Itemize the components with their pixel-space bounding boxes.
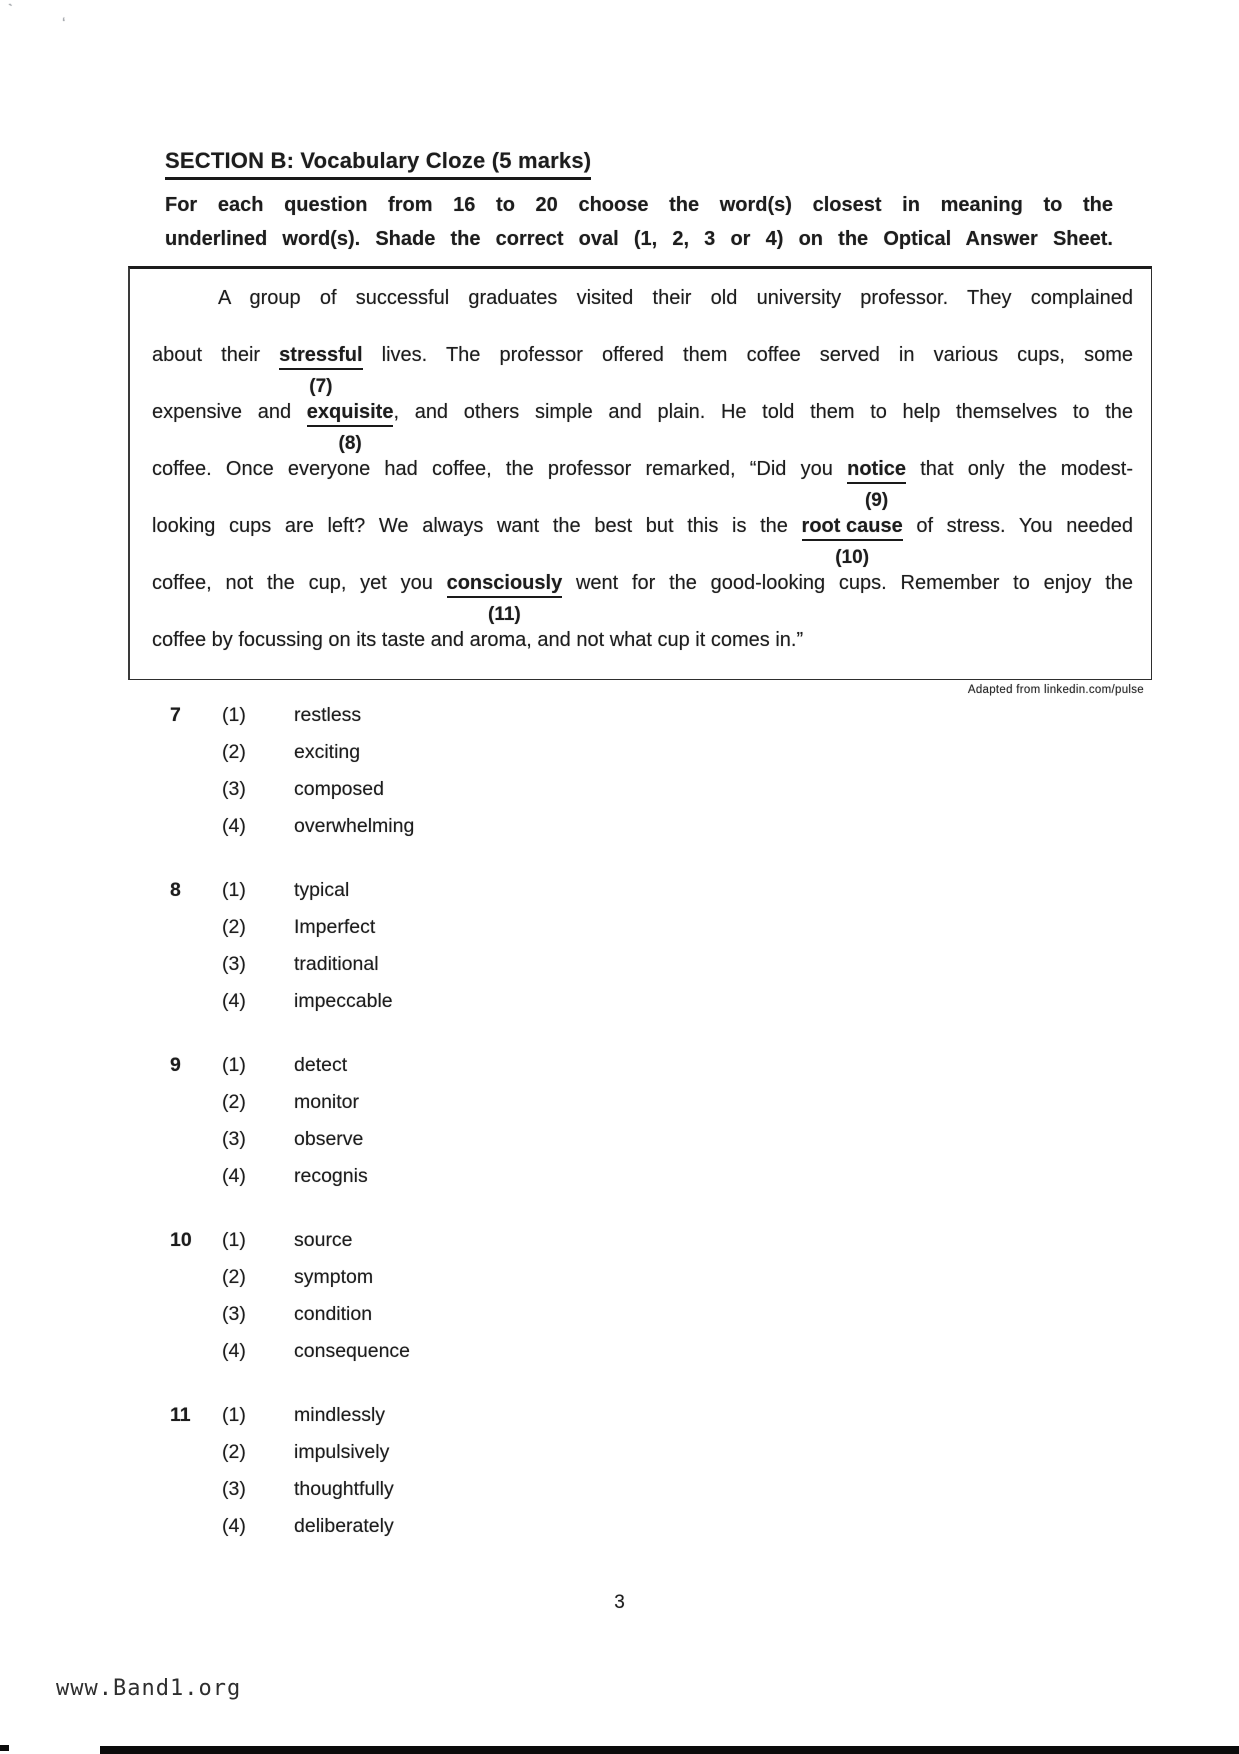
passage-text: expensive and bbox=[152, 401, 307, 423]
question-9 bbox=[170, 1054, 670, 1187]
option-text: composed bbox=[294, 778, 384, 800]
option-text: symptom bbox=[294, 1266, 374, 1288]
passage-line bbox=[152, 286, 1133, 343]
passage-text: looking cups are left? We always want the best but this is the bbox=[152, 515, 802, 537]
option-label: (4) bbox=[222, 815, 246, 837]
section-title: SECTION B: Vocabulary Cloze (5 marks) bbox=[165, 148, 591, 180]
question-number-spacer bbox=[170, 741, 222, 763]
passage-line bbox=[152, 457, 1133, 514]
option-label: (3) bbox=[222, 1478, 246, 1500]
passage-text: coffee. Once everyone had coffee, the professor remarked, “Did you bbox=[152, 458, 848, 480]
option-label: (4) bbox=[222, 1515, 246, 1537]
option-label: (3) bbox=[222, 1303, 246, 1325]
option-label: (2) bbox=[222, 741, 246, 763]
instructions-line-2: underlined word(s). Shade the correct oval (1, 2, 3 or 4) on the Optical Answer Sheet. bbox=[165, 228, 1113, 250]
underlined-word-text: notice bbox=[847, 458, 907, 480]
option-label: (3) bbox=[222, 778, 246, 800]
question-7 bbox=[170, 704, 670, 837]
scan-edge-bar bbox=[100, 1746, 1239, 1754]
passage-line bbox=[152, 400, 1133, 457]
question-number-spacer bbox=[170, 990, 222, 1012]
option-text: Imperfect bbox=[294, 916, 376, 938]
question-number-spacer bbox=[170, 778, 222, 800]
question-number-spacer bbox=[170, 1091, 222, 1113]
question-number: 10 bbox=[170, 1229, 192, 1251]
passage-lines bbox=[152, 286, 1133, 685]
option-text: consequence bbox=[294, 1340, 411, 1362]
question-number-spacer bbox=[170, 1303, 222, 1325]
option-label: (3) bbox=[222, 1128, 246, 1150]
question-8 bbox=[170, 879, 670, 1012]
passage-text: coffee by focussing on its taste and aroma, and not what cup it comes in.” bbox=[152, 629, 804, 651]
option-text: mindlessly bbox=[294, 1404, 386, 1426]
option-text: impeccable bbox=[294, 990, 393, 1012]
blank-number: (8) bbox=[338, 433, 362, 454]
option-text: recognis bbox=[294, 1165, 368, 1187]
option-text: exciting bbox=[294, 741, 361, 763]
passage-text: that only the modest- bbox=[906, 458, 1133, 480]
instructions-line-1: For each question from 16 to 20 choose the word(s) closest in meaning to the bbox=[165, 194, 1113, 216]
question-10 bbox=[170, 1229, 670, 1362]
option-label: (4) bbox=[222, 1165, 246, 1187]
option-label: (1) bbox=[222, 1229, 246, 1251]
passage-text: of stress. You needed bbox=[902, 515, 1133, 537]
underlined-word bbox=[847, 457, 907, 511]
option-text: restless bbox=[294, 704, 362, 726]
option-label: (1) bbox=[222, 1054, 246, 1076]
option-text: deliberately bbox=[294, 1515, 394, 1537]
question-number-spacer bbox=[170, 1266, 222, 1288]
question-number: 9 bbox=[170, 1054, 181, 1076]
question-11 bbox=[170, 1404, 670, 1537]
underlined-word bbox=[306, 400, 394, 454]
option-label: (1) bbox=[222, 879, 246, 901]
blank-number: (9) bbox=[864, 490, 889, 511]
question-number: 11 bbox=[170, 1404, 191, 1426]
option-label: (4) bbox=[222, 1340, 246, 1362]
passage-box bbox=[128, 266, 1152, 680]
option-text: observe bbox=[294, 1128, 364, 1150]
option-text: traditional bbox=[294, 953, 379, 975]
option-text: source bbox=[294, 1229, 353, 1251]
passage-line bbox=[152, 343, 1133, 400]
section-instructions bbox=[165, 188, 1113, 256]
option-text: condition bbox=[294, 1303, 373, 1325]
question-number-spacer bbox=[170, 1515, 222, 1537]
question-number-spacer bbox=[170, 1441, 222, 1463]
question-number: 8 bbox=[170, 879, 181, 901]
underlined-word bbox=[801, 514, 903, 568]
passage-text: lives. The professor offered them coffee served in various cups, some bbox=[362, 344, 1133, 366]
underlined-word-text: stressful bbox=[279, 344, 363, 366]
option-text: overwhelming bbox=[294, 815, 415, 837]
passage-text: went for the good-looking cups. Remember to enjoy the bbox=[562, 572, 1133, 594]
blank-number: (11) bbox=[488, 604, 521, 625]
passage-attribution: Adapted from linkedin.com/pulse bbox=[967, 684, 1144, 696]
passage-line bbox=[152, 628, 1133, 685]
underlined-word bbox=[446, 571, 563, 625]
underlined-word-text: root cause bbox=[801, 515, 903, 537]
question-number-spacer bbox=[170, 916, 222, 938]
option-label: (2) bbox=[222, 1441, 246, 1463]
question-number-spacer bbox=[170, 1128, 222, 1150]
option-label: (4) bbox=[222, 990, 246, 1012]
watermark: www.Band1.org bbox=[56, 1676, 242, 1701]
option-label: (2) bbox=[222, 1266, 246, 1288]
option-text: impulsively bbox=[294, 1441, 390, 1463]
option-text: monitor bbox=[294, 1091, 360, 1113]
passage-line bbox=[152, 514, 1133, 571]
option-label: (1) bbox=[222, 1404, 246, 1426]
option-label: (3) bbox=[222, 953, 246, 975]
question-number-spacer bbox=[170, 953, 222, 975]
option-label: (1) bbox=[222, 704, 246, 726]
question-number-spacer bbox=[170, 1340, 222, 1362]
option-text: thoughtfully bbox=[294, 1478, 394, 1500]
underlined-word-text: consciously bbox=[446, 572, 563, 594]
passage-text: coffee, not the cup, yet you bbox=[152, 572, 447, 594]
passage-text: about their bbox=[152, 344, 280, 366]
passage-text: , and others simple and plain. He told them to help themselves to the bbox=[393, 401, 1134, 423]
blank-number: (7) bbox=[309, 376, 333, 397]
scan-artifact: ʻ bbox=[62, 16, 66, 33]
question-number-spacer bbox=[170, 1478, 222, 1500]
underlined-word bbox=[279, 343, 363, 397]
option-text: typical bbox=[294, 879, 350, 901]
blank-number: (10) bbox=[835, 547, 870, 568]
option-label: (2) bbox=[222, 1091, 246, 1113]
question-number-spacer bbox=[170, 1165, 222, 1187]
underlined-word-text: exquisite bbox=[306, 401, 394, 423]
questions bbox=[170, 704, 670, 1579]
scan-edge-mark bbox=[0, 1745, 9, 1751]
question-number-spacer bbox=[170, 815, 222, 837]
question-number: 7 bbox=[170, 704, 181, 726]
option-label: (2) bbox=[222, 916, 246, 938]
scan-artifact: ˋ bbox=[7, 1, 18, 20]
passage-text: A group of successful graduates visited their old university professor. They complained bbox=[218, 287, 1133, 309]
page-number: 3 bbox=[614, 1592, 625, 1613]
passage-line bbox=[152, 571, 1133, 628]
option-text: detect bbox=[294, 1054, 348, 1076]
